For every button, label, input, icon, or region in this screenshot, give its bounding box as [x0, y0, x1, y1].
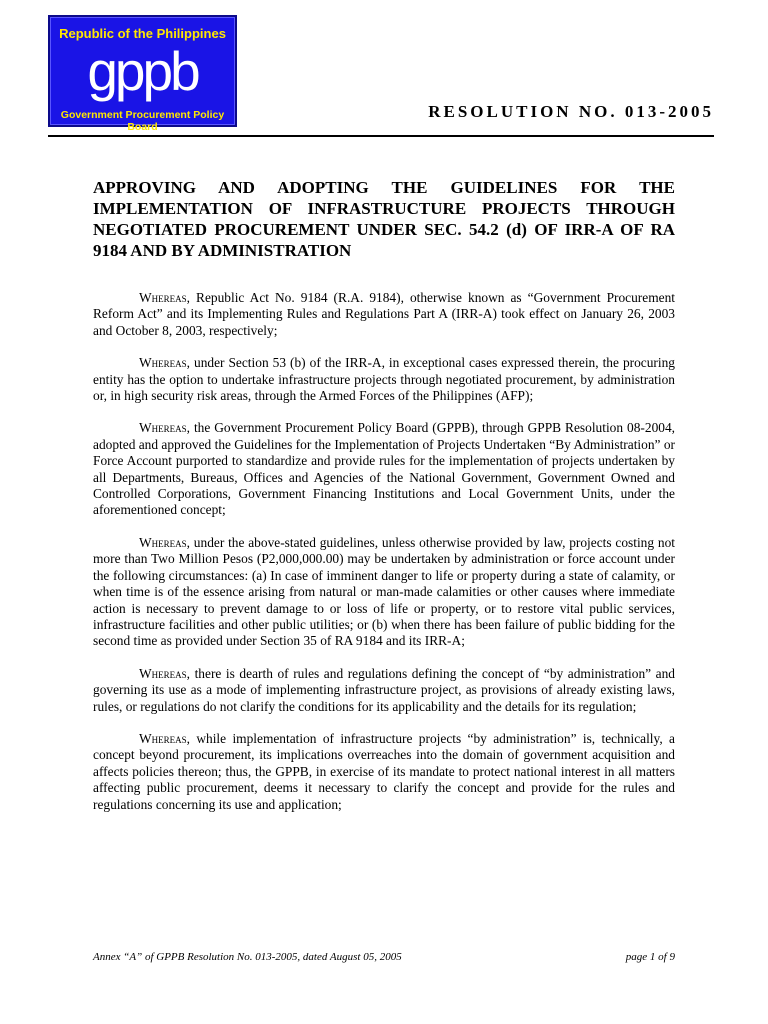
- page-number: page 1 of 9: [625, 951, 675, 963]
- footer-annex-text: Annex “A” of GPPB Resolution No. 013-2005, dated August 05, 2005: [93, 951, 402, 963]
- paragraph-text: , under the above-stated guidelines, unless otherwise provided by law, projects costing not more than Two Million Pesos (P2,000,000.00) may be undertaken by administration or force account under the following circumstances: (a) In case of imminent danger to life or property during a state of calamity, or when time is of the essence arising from natural or man-made calamities or other causes where immediate action is necessary to prevent damage to or loss of life or property, or to restore vital public services, infrastructure facilities and other public utilities; or (b) when there has been failure of public bidding for the second time as provided under Section 35 of RA 9184 and its IRR-A;: [93, 534, 675, 649]
- logo-mark: gppb: [87, 40, 198, 102]
- whereas-lead: Whereas: [139, 665, 187, 681]
- whereas-paragraph: [93, 420, 675, 518]
- paragraph-text: , under Section 53 (b) of the IRR-A, in exceptional cases expressed therein, the procuring entity has the option to undertake infrastructure projects through negotiated procurement, by administration or, in high security risk areas, through the Armed Forces of the Philippines (AFP);: [93, 355, 675, 404]
- logo-bottom-text: Government Procurement Policy Board: [60, 109, 225, 133]
- whereas-lead: Whereas: [139, 290, 187, 305]
- whereas-lead: Whereas: [139, 534, 187, 550]
- header-divider: [48, 135, 714, 137]
- paragraph-text: , there is dearth of rules and regulations defining the concept of “by administration” and governing its use as a mode of implementing infrastructure project, as provisions of already existing laws, rules, or regulations do not clarify the conditions for its applicability and the details for its regulation;: [93, 665, 675, 714]
- paragraph-text: , the Government Procurement Policy Board (GPPB), through GPPB Resolution 08-2004, adopted and approved the Guidelines for the Implementation of Projects Undertaken “By Administration” or Force Account purported to standardize and provide rules for the implementation of projects undertaken by all Departments, Bureaus, Offices and Agencies of the National Government, Government Owned and Controlled Corporations, Government Financing Institutions and Local Government Units, under the aforementioned concept;: [93, 420, 675, 518]
- whereas-lead: Whereas: [139, 355, 187, 371]
- logo-top-text: Republic of the Philippines: [59, 26, 226, 41]
- whereas-paragraph: [93, 355, 675, 404]
- whereas-lead: Whereas: [139, 730, 187, 746]
- whereas-paragraph: [93, 535, 675, 650]
- gppb-logo: [48, 15, 237, 133]
- document-title: APPROVING AND ADOPTING THE GUIDELINES FOR THE IMPLEMENTATION OF INFRASTRUCTURE PROJECTS THROUGH NEGOTIATED PROCUREMENT UNDER SEC. 54.2 (d) OF IRR-A OF RA 9184 AND BY ADMINISTRATION: [93, 178, 675, 260]
- whereas-paragraph: [93, 731, 675, 813]
- resolution-number: RESOLUTION NO. 013-2005: [428, 102, 714, 121]
- whereas-paragraph: [93, 290, 675, 339]
- paragraph-text: , while implementation of infrastructure projects “by administration” is, technically, a concept beyond procurement, its implications overreaches into the domain of government acquisition and affects policies thereon; thus, the GPPB, in exercise of its mandate to protect national interest in all matters affecting public procurement, deems it necessary to clarify the concept and provide for the rules and regulations concerning its use and application;: [93, 730, 675, 812]
- paragraph-text: , Republic Act No. 9184 (R.A. 9184), otherwise known as “Government Procurement Reform Act” and its Implementing Rules and Regulations Part A (IRR-A) took effect on January 26, 2003 and October 8, 2003, respectively;: [93, 290, 675, 338]
- whereas-lead: Whereas: [139, 420, 187, 436]
- page-footer: [93, 951, 675, 963]
- whereas-paragraph: [93, 666, 675, 715]
- document-body: [93, 290, 675, 829]
